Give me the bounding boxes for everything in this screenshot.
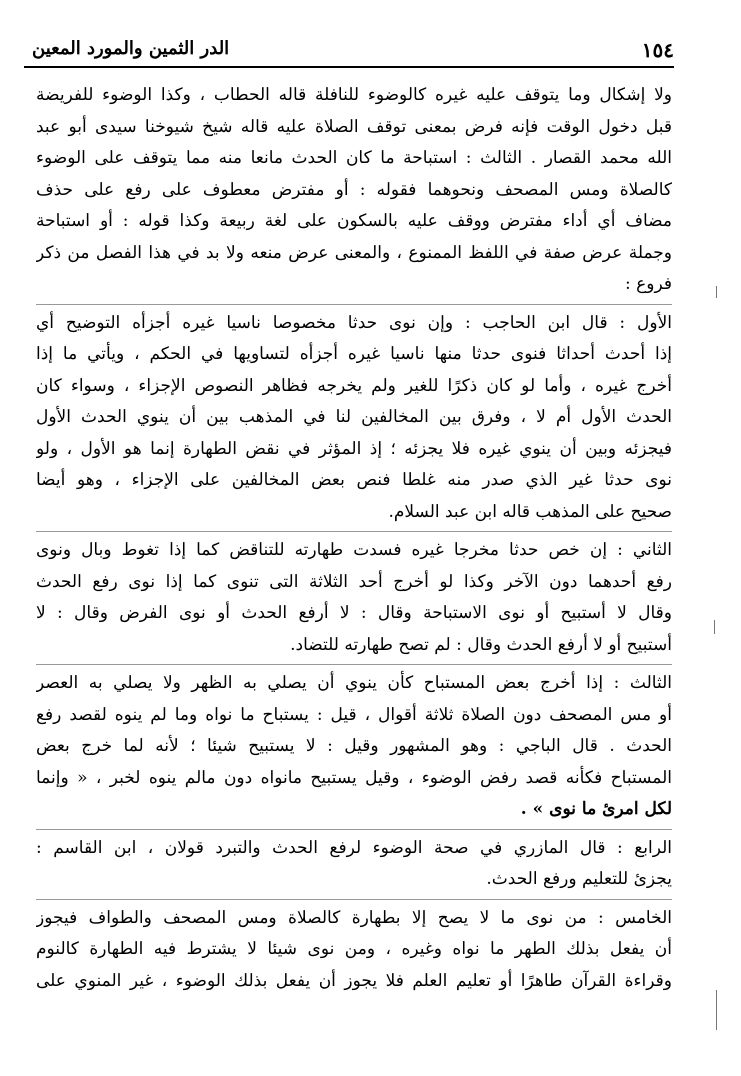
body-text: [36, 80, 672, 997]
text-line: كالصلاة ومس المصحف ونحوهما فقوله : أو مفترض معطوف على رفع على حذف: [36, 179, 672, 200]
paragraph-divider: [36, 899, 672, 900]
page-number: ١٥٤: [641, 38, 674, 62]
text-line: إذا أحدث أحداثا فنوى حدثا منها ناسيا غيره أجزأه لتساويها في الحكم ، ويأتي ما إذا: [36, 344, 672, 364]
text-line: الحدث الأول أم لا ، وفرق بين المخالفين لنا في المذهب بين أن ينوي الحدث الأول: [36, 407, 672, 427]
page-header: [24, 36, 674, 66]
running-title: الدر الثمين والمورد المعين: [32, 38, 230, 59]
text-line: الثاني : إن خص حدثا مخرجا غيره فسدت طهارته للتناقض كما إذا تغوط وبال ونوى: [36, 540, 672, 560]
text-line: الرابع : قال المازري في صحة الوضوء لرفع الحدث والتبرد قولان ، ابن القاسم :: [36, 837, 672, 858]
text-line: رفع أحدهما دون الآخر وكذا لو أخرج أحد الثلاثة التى تنوى كما إذا نوى رفع الحدث: [36, 571, 672, 592]
header-divider: [24, 66, 674, 68]
paragraph-third: [36, 668, 672, 826]
paragraph-second: [36, 535, 672, 661]
text-line: لكل امرئ ما نوى » .: [520, 799, 672, 819]
text-line: أن يفعل بذلك الطهر ما نواه وغيره ، ومن نوى شيئا لا يشترط فيه الطهارة كالنوم: [36, 939, 672, 959]
text-line: فيجزئه وبين أن ينوي غيره فلا يجزئه ؛ إذ المؤثر في نقض الطهارة إنما هو الأول ، ولو: [36, 438, 672, 459]
margin-mark: [716, 990, 717, 1030]
paragraph-intro: [36, 80, 672, 301]
text-line: الله محمد القصار . الثالث : استباحة ما كان الحدث مانعا منه مما يتوقف على الوضوء: [36, 148, 672, 168]
paragraph-fourth: [36, 833, 672, 896]
text-line: الأول : قال ابن الحاجب : وإن نوى حدثا مخصوصا ناسيا غيره أجزأه التوضيح أي: [36, 312, 672, 333]
text-line: الثالث : إذا أخرج بعض المستباح كأن ينوي أن يصلي به الظهر ولا يصلي به العصر: [36, 673, 672, 693]
text-line: ولا إشكال وما يتوقف عليه غيره كالوضوء للنافلة قاله الحطاب ، وكذا الوضوء للفريضة: [36, 85, 672, 105]
text-line: صحيح على المذهب قاله ابن عبد السلام.: [388, 501, 672, 522]
text-line: وجملة عرض صفة في اللفظ الممنوع ، والمعنى عرض منعه ولا بد في هذا الفصل من ذكر: [36, 242, 672, 263]
text-line: أو مس المصحف دون الصلاة ثلاثة أقوال ، قيل : يستباح ما نواه وما لم ينوه لقصد رفع: [36, 704, 672, 725]
paragraph-divider: [36, 829, 672, 830]
text-line: فروع :: [625, 274, 672, 294]
text-line: مضاف أي أداء مفترض ووقف عليه بالسكون على لغة ربيعة وكذا قوله : أو استباحة: [36, 211, 672, 231]
text-line: المستباح فكأنه قصد رفض الوضوء ، وقيل يستبيح مانواه دون مالم ينوه لخبر ، « وإنما: [36, 767, 672, 788]
paragraph-fifth: [36, 903, 672, 998]
margin-mark: [714, 620, 715, 634]
paragraph-first: [36, 308, 672, 529]
paragraph-divider: [36, 664, 672, 665]
text-line: أستبيح أو لا أرفع الحدث وقال : لم تصح طهارته للتضاد.: [290, 634, 672, 655]
text-line: يجزئ للتعليم ورفع الحدث.: [486, 869, 672, 889]
text-line: أخرج غيره ، وأما لو كان ذكرًا للغير ولم يخرجه فظاهر النصوص الإجزاء ، وسواء كان: [36, 375, 672, 396]
text-line: نوى حدثا غير الذي صدر منه غلطا فنص بعض المخالفين على الإجزاء ، وهو أيضا: [36, 470, 672, 490]
margin-mark: [716, 286, 717, 298]
text-line: قبل دخول الوقت فإنه فرض بمعنى توقف الصلاة عليه قاله شيخ شيوخنا سيدى أبو عبد: [36, 116, 672, 137]
paragraph-divider: [36, 531, 672, 532]
text-line: وقراءة القرآن طاهرًا أو تعليم العلم فلا يجوز أن يفعل بذلك الوضوء ، غير المنوي على: [36, 970, 672, 991]
paragraph-divider: [36, 304, 672, 305]
text-line: الحدث . قال الباجي : وهو المشهور وقيل : لا يستبيح شيئا ؛ لأنه لما خرج بعض: [36, 736, 672, 756]
text-line: الخامس : من نوى ما لا يصح إلا بطهارة كالصلاة ومس المصحف والطواف فيجوز: [36, 907, 672, 928]
text-line: وقال لا أستبيح أو نوى الاستباحة وقال : لا أرفع الحدث أو نوى الفرض وقال : لا: [36, 603, 672, 623]
